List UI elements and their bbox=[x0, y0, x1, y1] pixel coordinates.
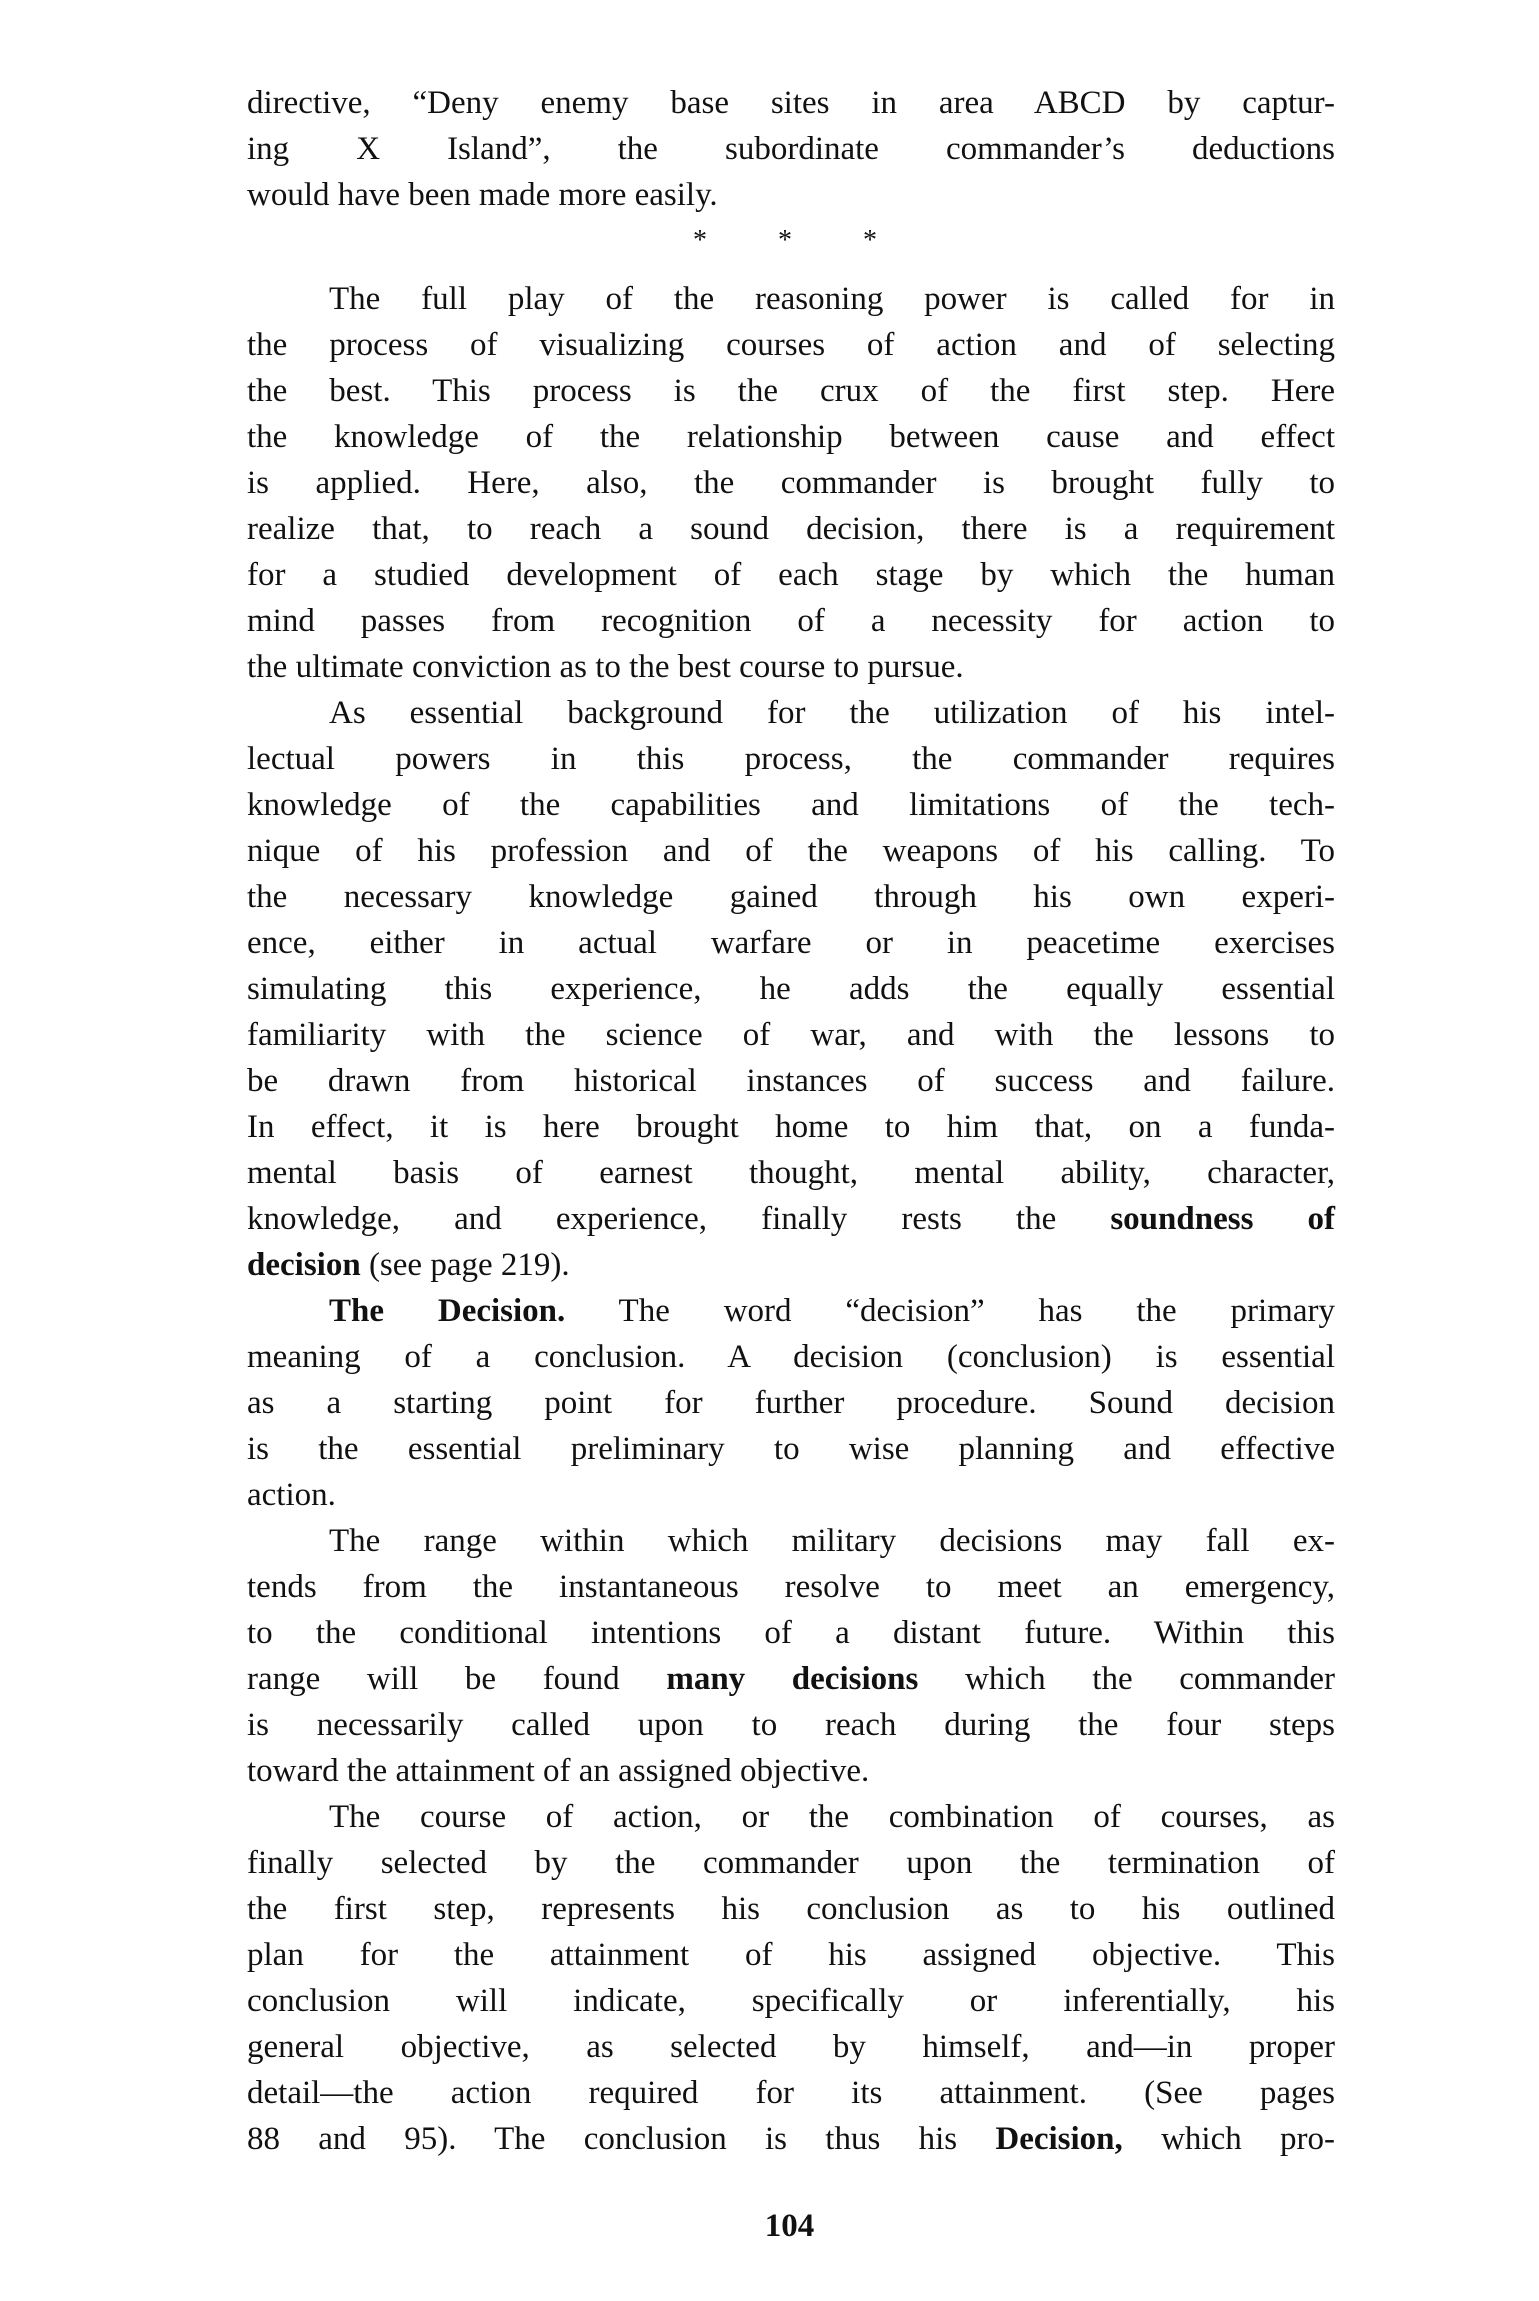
text-line: mind passes from recognition of a necessity for action to bbox=[247, 603, 1335, 639]
text-line: the process of visualizing courses of action and of selecting bbox=[247, 327, 1335, 363]
text-line: As essential background for the utilization of his intel- bbox=[329, 695, 1335, 731]
page-number: 104 bbox=[764, 2208, 815, 2244]
text-segment: 88 and 95). The conclusion is thus his bbox=[247, 2121, 996, 2157]
text-line: realize that, to reach a sound decision, there is a requirement bbox=[247, 511, 1335, 547]
text-line: the necessary knowledge gained through his own experi- bbox=[247, 879, 1335, 915]
text-line: plan for the attainment of his assigned objective. This bbox=[247, 1937, 1335, 1973]
paragraph-course-of-action bbox=[247, 1794, 1335, 2162]
text-line: general objective, as selected by himself, and—in proper bbox=[247, 2029, 1335, 2065]
text-line: directive, “Deny enemy base sites in area ABCD by captur- bbox=[247, 85, 1335, 121]
paragraph-continuation bbox=[247, 80, 1335, 218]
section-heading: The Decision. bbox=[329, 1293, 566, 1329]
text-segment: which pro- bbox=[1122, 2121, 1335, 2157]
emphasis-many-decisions: many decisions bbox=[666, 1661, 919, 1697]
text-line bbox=[247, 1242, 1335, 1288]
text-line bbox=[247, 1656, 1335, 1702]
text-segment: which the commander bbox=[918, 1661, 1335, 1697]
text-line: lectual powers in this process, the commander requires bbox=[247, 741, 1335, 777]
text-line: The range within which military decisions may fall ex- bbox=[329, 1523, 1335, 1559]
paragraph-reasoning-power bbox=[247, 276, 1335, 690]
text-segment: The word “decision” has the primary bbox=[565, 1293, 1335, 1329]
text-line: is applied. Here, also, the commander is brought fully to bbox=[247, 465, 1335, 501]
text-line: nique of his profession and of the weapons of his calling. To bbox=[247, 833, 1335, 869]
text-line: as a starting point for further procedure. Sound decision bbox=[247, 1385, 1335, 1421]
text-segment: (see page 219). bbox=[360, 1247, 570, 1283]
paragraph-the-decision bbox=[247, 1288, 1335, 1518]
text-line: The course of action, or the combination of courses, as bbox=[329, 1799, 1335, 1835]
paragraph-essential-background bbox=[247, 690, 1335, 1288]
text-line: action. bbox=[247, 1477, 336, 1513]
text-line: ence, either in actual warfare or in peacetime exercises bbox=[247, 925, 1335, 961]
text-line: ing X Island”, the subordinate commander’s deductions bbox=[247, 131, 1335, 167]
emphasis-decision: decision bbox=[247, 1247, 361, 1283]
text-line: is necessarily called upon to reach during the four steps bbox=[247, 1707, 1335, 1743]
text-line: finally selected by the commander upon the termination of bbox=[247, 1845, 1335, 1881]
text-segment: knowledge, and experience, finally rests the bbox=[247, 1201, 1111, 1237]
text-line: toward the attainment of an assigned objective. bbox=[247, 1753, 870, 1789]
document-page bbox=[247, 80, 1335, 2162]
text-line: the first step, represents his conclusion as to his outlined bbox=[247, 1891, 1335, 1927]
text-line: conclusion will indicate, specifically or inferentially, his bbox=[247, 1983, 1335, 2019]
emphasis-decision-capital: Decision, bbox=[995, 2121, 1123, 2157]
spacer bbox=[247, 264, 1335, 276]
text-line: for a studied development of each stage by which the human bbox=[247, 557, 1335, 593]
text-line: The full play of the reasoning power is called for in bbox=[329, 281, 1335, 317]
text-line: be drawn from historical instances of success and failure. bbox=[247, 1063, 1335, 1099]
text-line: the best. This process is the crux of the first step. Here bbox=[247, 373, 1335, 409]
text-line: meaning of a conclusion. A decision (conclusion) is essential bbox=[247, 1339, 1335, 1375]
text-line bbox=[247, 1196, 1335, 1242]
paragraph-range bbox=[247, 1518, 1335, 1794]
text-line: tends from the instantaneous resolve to meet an emergency, bbox=[247, 1569, 1335, 1605]
text-line: is the essential preliminary to wise planning and effective bbox=[247, 1431, 1335, 1467]
text-line bbox=[247, 1288, 1335, 1334]
text-line: mental basis of earnest thought, mental ability, character, bbox=[247, 1155, 1335, 1191]
text-line: would have been made more easily. bbox=[247, 177, 718, 213]
text-line: knowledge of the capabilities and limitations of the tech- bbox=[247, 787, 1335, 823]
text-line: familiarity with the science of war, and with the lessons to bbox=[247, 1017, 1335, 1053]
section-separator: * * * bbox=[693, 225, 909, 256]
text-line: simulating this experience, he adds the equally essential bbox=[247, 971, 1335, 1007]
text-line: In effect, it is here brought home to him that, on a funda- bbox=[247, 1109, 1335, 1145]
text-line bbox=[247, 2116, 1335, 2162]
text-line: the knowledge of the relationship between cause and effect bbox=[247, 419, 1335, 455]
emphasis-soundness: soundness of bbox=[1110, 1201, 1336, 1237]
text-line: detail—the action required for its attainment. (See pages bbox=[247, 2075, 1335, 2111]
text-line: to the conditional intentions of a distant future. Within this bbox=[247, 1615, 1335, 1651]
text-line: the ultimate conviction as to the best course to pursue. bbox=[247, 649, 964, 685]
text-segment: range will be found bbox=[247, 1661, 667, 1697]
